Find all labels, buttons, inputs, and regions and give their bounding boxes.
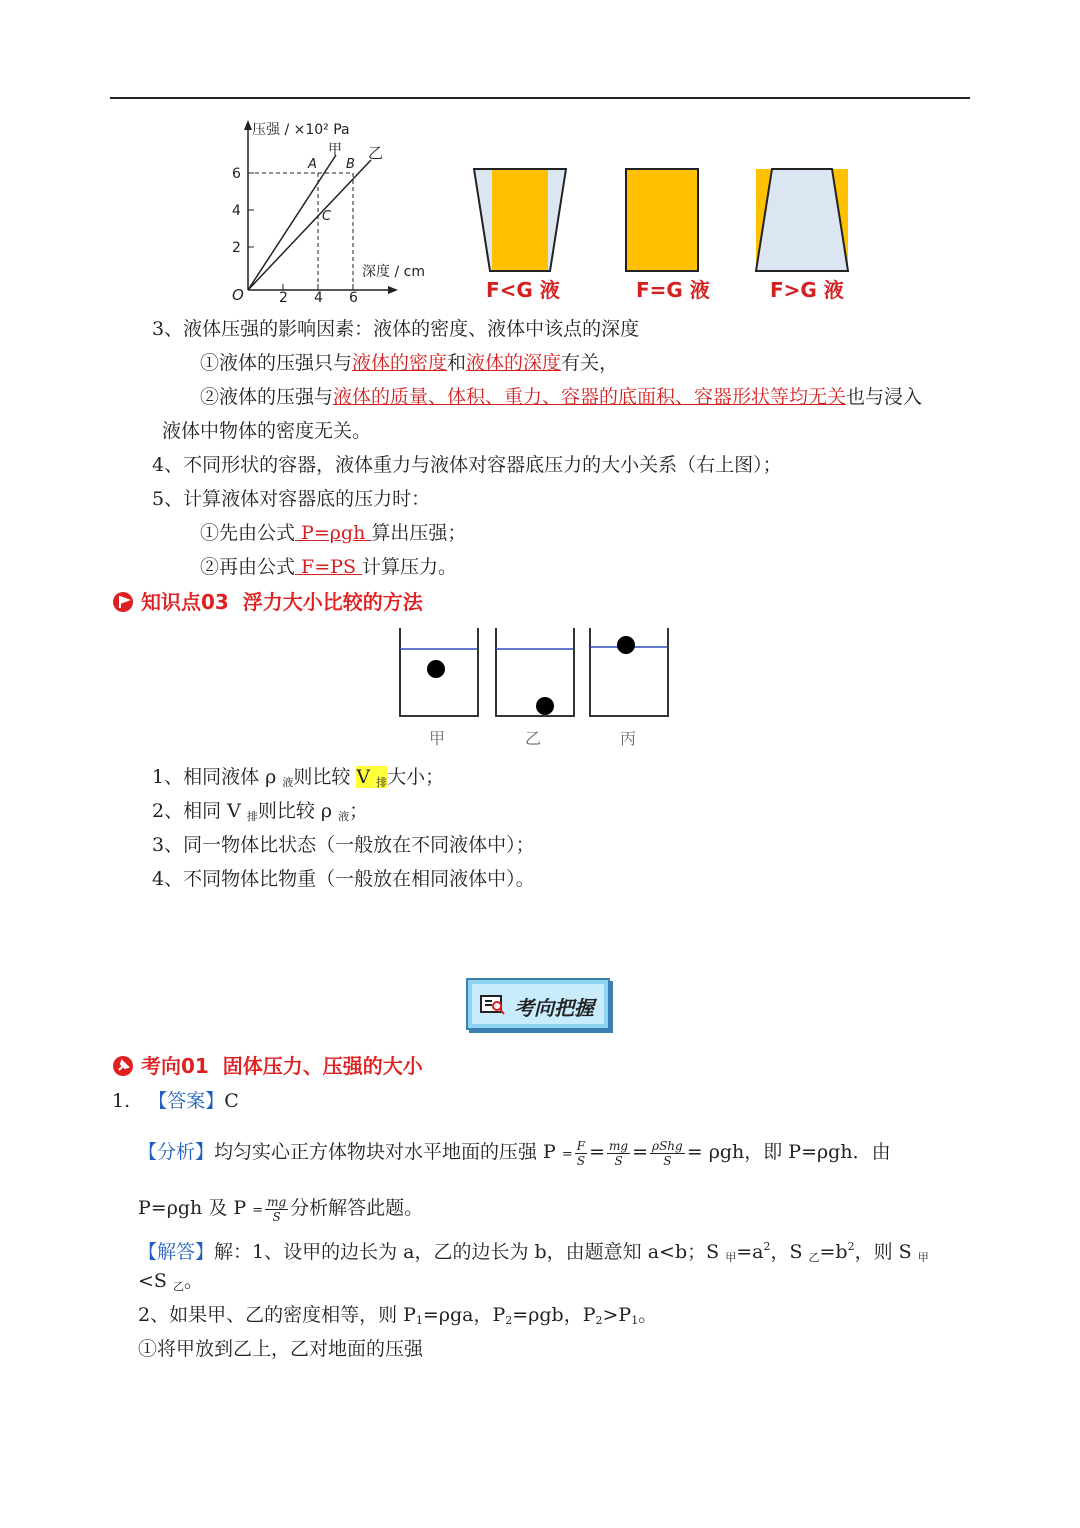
point-a: A bbox=[308, 157, 317, 172]
item-5-1: ①先由公式 P=ρgh 算出压强； bbox=[200, 522, 467, 544]
item-3-2: ②液体的压强与液体的质量、体积、重力、容器的底面积、容器形状等均无关也与浸入 bbox=[200, 386, 923, 408]
book-icon bbox=[480, 994, 506, 1016]
item-3-1: ①液体的压强只与液体的密度和液体的深度有关， bbox=[200, 352, 619, 374]
buoy-item-1: 1、相同液体 ρ $_液$则比较 V $_排$大小； bbox=[152, 766, 445, 789]
x-tick-4: 4 bbox=[314, 290, 323, 306]
ball bbox=[536, 697, 554, 715]
buoy-item-2: 2、相同 V $_排$则比较 ρ $_液$； bbox=[152, 800, 369, 823]
origin-label: O bbox=[232, 286, 244, 304]
solution-line-4: ①将甲放到乙上，乙对地面的压强 bbox=[138, 1338, 424, 1360]
x-axis-arrow bbox=[388, 286, 398, 294]
x-axis-label: 深度 / cm bbox=[362, 264, 425, 280]
label-yi: 乙 bbox=[368, 144, 384, 162]
section-heading-03: 知识点03 浮力大小比较的方法 bbox=[112, 586, 423, 615]
solution-line: 【解答】解：1、设甲的边长为 a，乙的边长为 b，由题意知 a<b；S $_甲=a^2$，S $_乙=b^2$，则 S $_甲$ bbox=[138, 1240, 929, 1264]
x-tick-2: 2 bbox=[279, 290, 288, 306]
x-tick-6: 6 bbox=[349, 290, 358, 306]
section-banner: 考向把握 bbox=[466, 978, 610, 1030]
beaker-label: 丙 bbox=[620, 729, 637, 748]
point-b: B bbox=[346, 157, 355, 172]
solution-line-2: <S $_乙$。 bbox=[138, 1270, 203, 1293]
beaker-bing bbox=[590, 628, 668, 748]
container-narrowing bbox=[750, 165, 855, 305]
beaker-label: 乙 bbox=[525, 729, 542, 748]
pressure-depth-graph bbox=[222, 112, 442, 307]
y-tick-6: 6 bbox=[232, 166, 241, 182]
item-5: 5、计算液体对容器底的压力时： bbox=[152, 488, 431, 510]
question-1-answer: 1. 【答案】C bbox=[112, 1090, 239, 1112]
ball bbox=[617, 636, 635, 654]
beakers-figure bbox=[392, 624, 682, 754]
liquid-column bbox=[626, 169, 698, 271]
beaker-yi bbox=[496, 628, 574, 748]
y-tick-2: 2 bbox=[232, 240, 241, 256]
container-flared bbox=[470, 165, 570, 305]
ball bbox=[427, 660, 445, 678]
pin-icon bbox=[112, 1055, 134, 1077]
item-5-2: ②再由公式 F=PS 计算压力。 bbox=[200, 556, 458, 578]
buoy-item-4: 4、不同物体比物重（一般放在相同液体中）。 bbox=[152, 868, 535, 890]
item-3-2-cont: 液体中物体的密度无关。 bbox=[162, 420, 372, 442]
item-3: 3、液体压强的影响因素：液体的密度、液体中该点的深度 bbox=[152, 318, 640, 340]
label-jia: 甲 bbox=[328, 142, 342, 158]
analysis-line: 【分析】均匀实心正方体物块对水平地面的压强 P = $\frac{F}{S}$ = $\frac{mg}{S}$ = $\frac{\text{ρShg}}{S}$ = ρgh，即 P=ρgh．由 bbox=[138, 1138, 891, 1168]
point-c: C bbox=[322, 209, 332, 224]
y-axis-arrow bbox=[244, 120, 252, 130]
container-straight bbox=[620, 165, 710, 305]
item-4: 4、不同形状的容器，液体重力与液体对容器底压力的大小关系（右上图）； bbox=[152, 454, 782, 476]
beaker-jia bbox=[400, 628, 478, 748]
container-label: F=G 液 bbox=[636, 278, 710, 302]
y-tick-4: 4 bbox=[232, 203, 241, 219]
section-heading-kx01: 考向01 固体压力、压强的大小 bbox=[112, 1050, 423, 1079]
liquid-column bbox=[492, 169, 548, 271]
flag-icon bbox=[112, 591, 134, 613]
solution-line-3: 2、如果甲、乙的密度相等，则 $P_1=\rho ga$，$P_2=\rho gb$，$P_2>P_1$。 bbox=[138, 1304, 658, 1327]
container-label: F<G 液 bbox=[486, 278, 560, 302]
container-label: F>G 液 bbox=[770, 278, 844, 302]
beaker-label: 甲 bbox=[429, 729, 446, 748]
header-rule bbox=[110, 97, 970, 99]
analysis-line-2: P=ρgh 及 P = $\frac{mg}{S}$ 分析解答此题。 bbox=[138, 1194, 424, 1224]
buoy-item-3: 3、同一物体比状态（一般放在不同液体中）； bbox=[152, 834, 535, 856]
y-axis-label: 压强 / ×10² Pa bbox=[252, 122, 350, 138]
